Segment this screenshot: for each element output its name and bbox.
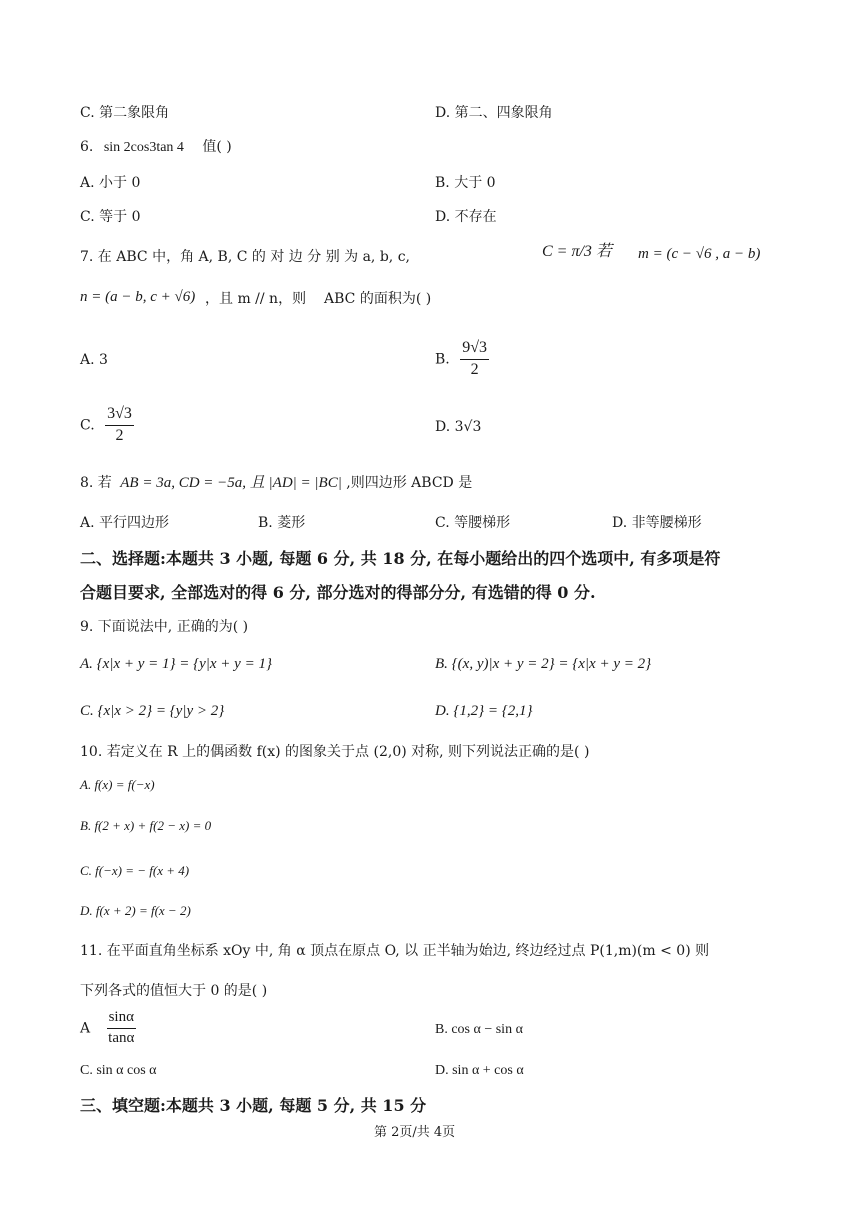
q9-option-b: B. {(x, y)|x + y = 2} = {x|x + y = 2} bbox=[435, 656, 652, 672]
q6-option-d: D. 不存在 bbox=[435, 209, 497, 225]
q8-option-c: C. 等腰梯形 bbox=[435, 515, 511, 531]
q9-option-a: A. {x|x + y = 1} = {y|x + y = 1} bbox=[80, 656, 272, 672]
q6-tail: 值( ) bbox=[202, 139, 232, 155]
q7-condition-c: C = π/3 若 bbox=[542, 243, 612, 260]
q7-option-c-denominator: 2 bbox=[115, 426, 124, 444]
q11-option-c: C. sin α cos α bbox=[80, 1063, 157, 1078]
q11-option-b: B. cos α − sin α bbox=[435, 1022, 523, 1037]
q7-option-c-numerator: 3√3 bbox=[105, 406, 134, 426]
section3-heading: 三、填空题:本题共 3 小题, 每题 5 分, 共 15 分 bbox=[80, 1096, 427, 1115]
q9-option-c: C. {x|x > 2} = {y|y > 2} bbox=[80, 703, 225, 719]
q7-option-b-numerator: 9√3 bbox=[460, 340, 489, 360]
q7-option-b-fraction bbox=[460, 340, 489, 379]
section2-heading-line2: 合题目要求, 全部选对的得 6 分, 部分选对的得部分分, 有选错的得 0 分. bbox=[80, 583, 596, 602]
q9-stem: 9. 下面说法中, 正确的为( ) bbox=[80, 619, 249, 635]
q6-stem bbox=[80, 140, 232, 155]
q9-option-d: D. {1,2} = {2,1} bbox=[435, 703, 533, 719]
q7-option-c bbox=[80, 406, 134, 445]
q7-question-tail: ABC 的面积为( ) bbox=[324, 291, 432, 307]
q11-option-d: D. sin α + cos α bbox=[435, 1063, 524, 1078]
q8-stem bbox=[80, 476, 472, 491]
q11-stem-line1: 11. 在平面直角坐标系 xOy 中, 角 α 顶点在原点 O, 以 正半轴为始边, 终边经过点 P(1,m)(m < 0) 则 bbox=[80, 943, 710, 959]
q6-number: 6. bbox=[80, 139, 94, 155]
q10-option-a: A. f(x) = f(−x) bbox=[80, 777, 155, 792]
q7-option-c-label: C. bbox=[80, 417, 95, 434]
q6-option-b: B. 大于 0 bbox=[435, 175, 496, 191]
q8-option-a: A. 平行四边形 bbox=[80, 515, 170, 531]
q7-option-b-denominator: 2 bbox=[470, 360, 479, 378]
q7-parallel-condition: ，且 m // n，则 bbox=[205, 291, 307, 307]
q10-option-c: C. f(−x) = − f(x + 4) bbox=[80, 863, 190, 878]
q10-option-d: D. f(x + 2) = f(x − 2) bbox=[80, 903, 191, 918]
q11-option-a-label: A bbox=[80, 1020, 91, 1037]
q11-option-a-numerator: sinα bbox=[107, 1010, 136, 1029]
q7-option-b bbox=[435, 340, 489, 379]
q10-option-b: B. f(2 + x) + f(2 − x) = 0 bbox=[80, 818, 212, 833]
q6-option-a: A. 小于 0 bbox=[80, 175, 141, 191]
q7-vector-m: m = (c − √6 , a − b) bbox=[638, 246, 761, 262]
q8-stem-tail: ,则四边形 ABCD 是 bbox=[346, 475, 473, 491]
q7-option-d: D. 3√3 bbox=[435, 419, 482, 435]
q5-option-d: D. 第二、四象限角 bbox=[435, 105, 553, 121]
q7-stem-line1: 7. 在 ABC 中，角 A, B, C 的 对 边 分 别 为 a, b, c, bbox=[80, 249, 410, 265]
q8-stem-prefix: 8. 若 bbox=[80, 475, 112, 491]
q10-stem: 10. 若定义在 R 上的偶函数 f(x) 的图象关于点 (2,0) 对称, 则下列说法正确的是( ) bbox=[80, 744, 590, 760]
q8-stem-expression: AB = 3a, CD = −5a, 且 |AD| = |BC| bbox=[120, 475, 342, 491]
q5-option-c: C. 第二象限角 bbox=[80, 105, 170, 121]
q11-option-a bbox=[80, 1010, 136, 1047]
q7-option-a: A. 3 bbox=[80, 352, 108, 368]
q11-option-a-fraction bbox=[107, 1010, 136, 1047]
q6-option-c: C. 等于 0 bbox=[80, 209, 141, 225]
q7-vector-n: n = (a − b, c + √6) bbox=[80, 289, 196, 305]
q6-expression: sin 2cos3tan 4 bbox=[103, 140, 184, 155]
q7-option-c-fraction bbox=[105, 406, 134, 445]
q8-option-d: D. 非等腰梯形 bbox=[612, 515, 702, 531]
q8-option-b: B. 菱形 bbox=[258, 515, 306, 531]
q11-stem-line2: 下列各式的值恒大于 0 的是( ) bbox=[80, 983, 268, 999]
page-footer: 第 2页/共 4页 bbox=[374, 1125, 456, 1140]
q11-option-a-denominator: tanα bbox=[108, 1029, 135, 1046]
section2-heading-line1: 二、选择题:本题共 3 小题, 每题 6 分, 共 18 分, 在每小题给出的四个选项中, 有多项是符 bbox=[80, 549, 721, 568]
q7-option-b-label: B. bbox=[435, 351, 450, 368]
